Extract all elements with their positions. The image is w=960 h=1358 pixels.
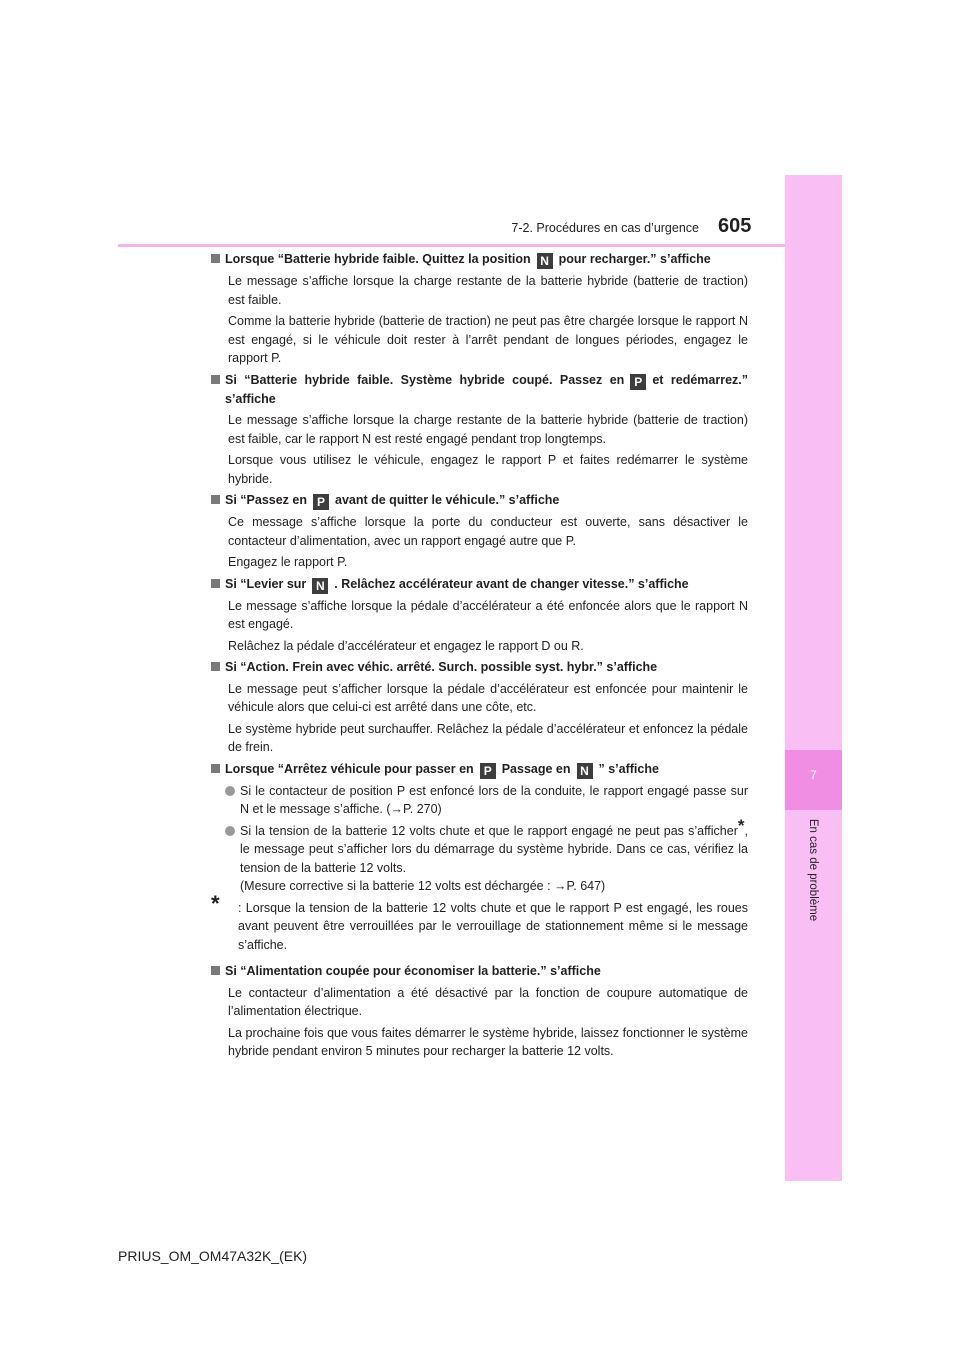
paragraph: Le message peut s’afficher lorsque la pédale d’accélérateur est enfoncée pour maintenir le véhicule alors que celui-ci est arrêté dans une côte, etc. (228, 681, 748, 714)
paragraph: Comme la batterie hybride (batterie de traction) ne peut pas être chargée lorsque le rapport N est engagé, si le véhicule doit rester à l’arrêt pendant de longues périodes, engagez le rapport P. (228, 314, 748, 365)
section-heading: Si “Passez en P avant de quitter le véhicule.” s’affiche (211, 491, 748, 510)
square-bullet-icon (211, 966, 220, 975)
paragraph: Engagez le rapport P. (228, 555, 348, 569)
section-low-battery-n (211, 250, 748, 368)
paragraph: Relâchez la pédale d’accélérateur et engagez le rapport D ou R. (228, 638, 584, 653)
page-number: 605 (718, 215, 752, 237)
footnote: * : Lorsque la tension de la batterie 12 volts chute et que le rapport P est engagé, les roues avant peuvent être verrouillées par le verrouillage de stationnement même si le message s’affiche. (211, 890, 748, 952)
section-heading: Si “Action. Frein avec véhic. arrêté. Surch. possible syst. hybr.” s’affiche (211, 658, 748, 677)
bullet-item: Si la tension de la batterie 12 volts chute et que le rapport engagé ne peut pas s’afficher*, le message peut s’afficher lors du démarrage du système hybride. Dans ce cas, vérifiez la tension de la batterie 12 volts. (Mesure corrective si la batterie 12 volts est déchargée : →P. 647) (211, 822, 748, 896)
document-id: PRIUS_OM_OM47A32K_(EK) (118, 1248, 308, 1264)
paragraph: La prochaine fois que vous faites démarrer le système hybride, laissez fonctionner le système hybride pendant environ 5 minutes pour recharger la batterie 12 volts. (228, 1025, 748, 1058)
gear-n-icon: N (312, 578, 328, 594)
gear-p-icon: P (480, 763, 496, 779)
square-bullet-icon (211, 764, 220, 773)
paragraph: Le contacteur d’alimentation a été désactivé par la fonction de coupure automatique de l’alimentation électrique. (228, 985, 748, 1018)
round-bullet-icon (225, 826, 235, 836)
paragraph: Ce message s’affiche lorsque la porte du conducteur est ouverte, sans désactiver le contacteur d’alimentation, avec un rapport engagé autre que P. (228, 515, 748, 548)
section-power-off (211, 962, 748, 1061)
header-divider (118, 244, 785, 247)
chapter-number: 7 (810, 768, 817, 782)
section-shift-to-p (211, 491, 748, 572)
bullet-item: Si le contacteur de position P est enfoncé lors de la conduite, le rapport engagé passe sur N et le message s’affiche. (→P. 270) (211, 782, 748, 819)
footnote-star-icon: * (211, 890, 220, 916)
paragraph: Lorsque vous utilisez le véhicule, engagez le rapport P et faites redémarrer le système hybride. (228, 453, 748, 486)
section-title: 7-2. Procédures en cas d’urgence (511, 221, 699, 235)
chapter-sidebar (785, 175, 842, 1181)
gear-n-icon: N (537, 253, 553, 269)
square-bullet-icon (211, 254, 220, 263)
section-heading: Si “Batterie hybride faible. Système hybride coupé. Passez en P et redémarrez.” s’affiche (211, 371, 748, 409)
paragraph: Le message s’affiche lorsque la pédale d’accélérateur a été enfoncée alors que le rapport N est engagé. (228, 598, 748, 631)
section-brake-overheat (211, 658, 748, 757)
section-heading: Lorsque “Arrêtez véhicule pour passer en P Passage en N ” s’affiche (211, 760, 748, 779)
gear-n-icon: N (577, 763, 593, 779)
section-hybrid-system-off (211, 371, 748, 489)
round-bullet-icon (225, 786, 235, 796)
paragraph: Le système hybride peut surchauffer. Relâchez la pédale d’accélérateur et enfoncez la pédale de frein. (228, 721, 748, 754)
gear-p-icon: P (630, 374, 646, 390)
square-bullet-icon (211, 662, 220, 671)
square-bullet-icon (211, 579, 220, 588)
gear-p-icon: P (313, 494, 329, 510)
section-heading: Si “Levier sur N . Relâchez accélérateur avant de changer vitesse.” s’affiche (211, 575, 748, 594)
section-heading: Si “Alimentation coupée pour économiser la batterie.” s’affiche (211, 962, 748, 981)
paragraph: Le message s’affiche lorsque la charge restante de la batterie hybride (batterie de traction) est faible. (228, 274, 748, 307)
chapter-title: En cas de problème (807, 818, 819, 922)
page-content (211, 250, 748, 1064)
section-heading: Lorsque “Batterie hybride faible. Quittez la position N pour recharger.” s’affiche (211, 250, 748, 269)
square-bullet-icon (211, 495, 220, 504)
section-stop-vehicle (211, 760, 748, 955)
section-lever-on-n (211, 575, 748, 656)
footnote-star-icon: * (737, 815, 745, 835)
paragraph: Le message s’affiche lorsque la charge restante de la batterie hybride (batterie de traction) est faible, car le rapport N est resté engagé pendant trop longtemps. (228, 413, 748, 446)
square-bullet-icon (211, 375, 220, 384)
